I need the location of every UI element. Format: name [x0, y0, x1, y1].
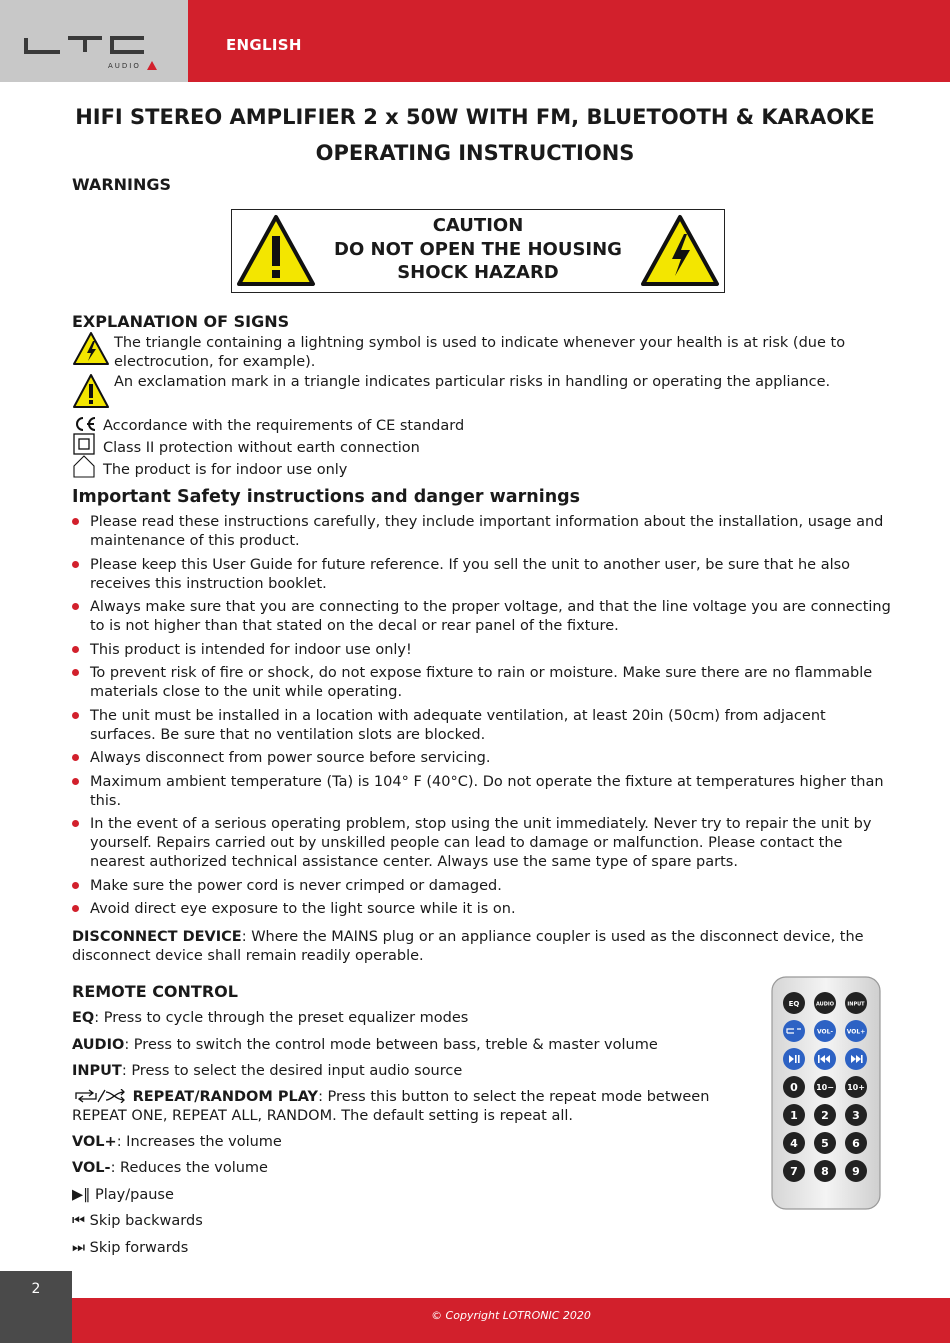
remote-audio-line: [72, 1036, 772, 1055]
remote-button-4: [783, 1132, 805, 1154]
svg-text:VOL+: VOL+: [846, 1028, 866, 1036]
remote-button-vol-down: [814, 1020, 836, 1042]
remote-play-line: ▶‖ Play/pause: [72, 1187, 174, 1203]
logo-triangle-icon: [147, 61, 157, 70]
svg-text:10+: 10+: [847, 1083, 865, 1092]
class-ii-sign-text: Class II protection without earth connection: [103, 440, 420, 456]
safety-list: [72, 513, 892, 924]
caution-text: [332, 214, 624, 285]
eq-text: : Press to cycle through the preset equalizer modes: [94, 1010, 469, 1026]
page-title: HIFI STEREO AMPLIFIER 2 x 50W WITH FM, BLUETOOTH & KARAOKE: [75, 105, 875, 129]
volup-label: VOL+: [72, 1134, 117, 1150]
audio-text: : Press to switch the control mode between bass, treble & master volume: [124, 1037, 658, 1053]
remote-button-10-plus: [845, 1076, 867, 1098]
remote-control-image: [770, 975, 882, 1211]
safety-item: Make sure the power cord is never crimped or damaged.: [72, 877, 892, 896]
signs-heading: EXPLANATION OF SIGNS: [72, 312, 290, 331]
remote-heading: REMOTE CONTROL: [72, 982, 238, 1001]
indoor-house-icon: [72, 454, 96, 478]
remote-input-line: [72, 1062, 772, 1081]
svg-text:0: 0: [790, 1081, 798, 1094]
caution-line-2: DO NOT OPEN THE HOUSING: [334, 238, 622, 260]
svg-text:8: 8: [821, 1165, 829, 1178]
remote-button-2: [814, 1104, 836, 1126]
volup-text: : Increases the volume: [116, 1134, 282, 1150]
remote-button-skip-fwd: [845, 1048, 867, 1070]
caution-line-3: SHOCK HAZARD: [397, 262, 559, 283]
remote-button-eq: [783, 992, 805, 1014]
remote-back-line: ⏮ Skip backwards: [72, 1213, 203, 1229]
remote-button-repeat: [783, 1020, 805, 1042]
language-label: ENGLISH: [226, 36, 302, 54]
page-number: 2: [31, 1281, 41, 1297]
disconnect-label: DISCONNECT DEVICE: [72, 929, 242, 945]
safety-item: Please keep this User Guide for future reference. If you sell the unit to another user, be sure that he also receives this instruction booklet.: [72, 556, 892, 594]
remote-button-0: [783, 1076, 805, 1098]
safety-item: This product is intended for indoor use only!: [72, 641, 892, 660]
remote-button-6: [845, 1132, 867, 1154]
svg-text:VOL-: VOL-: [817, 1028, 833, 1036]
page-subtitle: OPERATING INSTRUCTIONS: [315, 141, 635, 165]
remote-eq-line: [72, 1009, 772, 1028]
svg-text:4: 4: [790, 1137, 798, 1150]
svg-text:7: 7: [790, 1165, 798, 1178]
lightning-sign-text: The triangle containing a lightning symbol is used to indicate whenever your health is at risk (due to electrocution, for example).: [114, 335, 846, 370]
safety-item: Always make sure that you are connecting to the proper voltage, and that the line voltage you are connecting to is not higher than that stated on the decal or rear panel of the fixture.: [72, 598, 892, 636]
remote-volup-line: [72, 1133, 772, 1152]
svg-text:5: 5: [821, 1137, 829, 1150]
disconnect-text: : Where the MAINS plug or an appliance coupler is used as the disconnect device, the disconnect device shall remain readily operable.: [72, 929, 864, 964]
disconnect-paragraph: [72, 928, 882, 966]
svg-text:6: 6: [852, 1137, 860, 1150]
safety-item: The unit must be installed in a location with adequate ventilation, at least 20in (50cm) from adjacent surfaces. Be sure that no ventilation slots are blocked.: [72, 707, 892, 745]
ce-mark-icon: [73, 416, 97, 432]
svg-text:INPUT: INPUT: [847, 1001, 865, 1008]
exclamation-sign-text: An exclamation mark in a triangle indicates particular risks in handling or operating the appliance.: [114, 374, 831, 390]
remote-button-vol-up: [845, 1020, 867, 1042]
remote-fwd-line: ⏭ Skip forwards: [72, 1240, 189, 1256]
remote-repeat-line: [72, 1088, 762, 1126]
remote-button-9: [845, 1160, 867, 1182]
warnings-heading: WARNINGS: [72, 175, 172, 194]
ce-sign-text: Accordance with the requirements of CE standard: [103, 418, 465, 434]
remote-button-1: [783, 1104, 805, 1126]
header-bar: [188, 0, 950, 82]
svg-text:EQ: EQ: [788, 1000, 800, 1008]
repeat-label: REPEAT/RANDOM PLAY: [132, 1089, 319, 1105]
safety-heading: Important Safety instructions and danger warnings: [72, 487, 581, 507]
repeat-random-icon: [72, 1089, 128, 1103]
logo-subtitle: AUDIO: [108, 62, 141, 70]
class-ii-icon: [73, 433, 95, 455]
lightning-warning-icon: [640, 214, 720, 288]
remote-voldn-line: [72, 1159, 772, 1178]
remote-button-8: [814, 1160, 836, 1182]
remote-button-skip-back: [814, 1048, 836, 1070]
caution-box: [231, 209, 725, 293]
safety-item: Avoid direct eye exposure to the light source while it is on.: [72, 900, 892, 919]
safety-item: To prevent risk of fire or shock, do not expose fixture to rain or moisture. Make sure there are no flammable materials close to the unit while operating.: [72, 664, 892, 702]
remote-button-10-minus: [814, 1076, 836, 1098]
safety-item: In the event of a serious operating problem, stop using the unit immediately. Never try to repair the unit by yourself. Repairs carried out by unskilled people can lead to damage or malfunction. Please contact the nearest authorized technical assistance center. Always use the same type of spare parts.: [72, 815, 892, 872]
audio-label: AUDIO: [72, 1037, 125, 1053]
remote-button-5: [814, 1132, 836, 1154]
remote-button-audio: [814, 992, 836, 1014]
input-label: INPUT: [72, 1063, 122, 1079]
remote-button-play: [783, 1048, 805, 1070]
safety-item: Maximum ambient temperature (Ta) is 104° F (40°C). Do not operate the fixture at temperatures higher than this.: [72, 773, 892, 811]
copyright: © Copyright LOTRONIC 2020: [431, 1309, 591, 1322]
safety-item: Always disconnect from power source before servicing.: [72, 749, 892, 768]
svg-text:1: 1: [790, 1109, 798, 1122]
svg-text:9: 9: [852, 1165, 860, 1178]
voldn-label: VOL-: [72, 1160, 111, 1176]
repeat-text: : Press this button to select the repeat mode between REPEAT ONE, REPEAT ALL, RANDOM. The default setting is repeat all.: [72, 1089, 710, 1124]
indoor-sign-text: The product is for indoor use only: [103, 462, 348, 478]
svg-text:10−: 10−: [816, 1083, 834, 1092]
input-text: : Press to select the desired input audio source: [121, 1063, 463, 1079]
safety-item: Please read these instructions carefully, they include important information about the installation, usage and maintenance of this product.: [72, 513, 892, 551]
eq-label: EQ: [72, 1010, 95, 1026]
svg-text:AUDIO: AUDIO: [815, 1001, 835, 1008]
lightning-sign-icon: [72, 331, 110, 366]
caution-line-1: CAUTION: [432, 215, 524, 236]
voldn-text: : Reduces the volume: [110, 1160, 268, 1176]
svg-text:3: 3: [852, 1109, 860, 1122]
remote-button-input: [845, 992, 867, 1014]
exclamation-warning-icon: [236, 214, 316, 288]
remote-button-7: [783, 1160, 805, 1182]
svg-text:2: 2: [821, 1109, 829, 1122]
exclamation-sign-icon: [72, 373, 110, 409]
remote-button-3: [845, 1104, 867, 1126]
